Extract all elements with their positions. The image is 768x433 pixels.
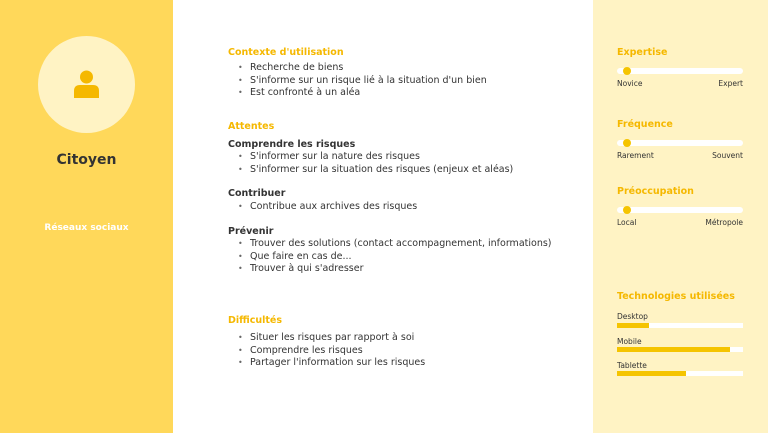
list-item: • Contribue aux archives des risques: [238, 201, 417, 214]
tech-label-desktop: Desktop: [617, 312, 648, 321]
expectation-group-title: Comprendre les risques: [228, 139, 356, 150]
context-list: [238, 62, 487, 100]
slider-knob: [623, 67, 631, 75]
tech-bar-desktop: [617, 323, 743, 328]
frequency-title: Fréquence: [617, 119, 673, 130]
persona-sidebar: [0, 0, 173, 433]
list-item: • S'informer sur la situation des risques (enjeux et aléas): [238, 164, 513, 177]
expertise-title: Expertise: [617, 47, 668, 58]
user-icon: [74, 70, 99, 98]
expectation-group-list: [238, 238, 552, 276]
tech-label-mobile: Mobile: [617, 337, 642, 346]
tech-fill: [617, 323, 649, 328]
list-item: • Trouver des solutions (contact accompagnement, informations): [238, 238, 552, 251]
list-item: • Trouver à qui s'adresser: [238, 263, 552, 276]
preoccupation-title: Préoccupation: [617, 186, 694, 197]
preoccupation-slider: [617, 207, 743, 213]
expectation-group-list: [238, 201, 417, 214]
tech-bar-tablet: [617, 371, 743, 376]
persona-details: [228, 0, 588, 433]
difficulties-list: [238, 332, 425, 370]
slider-knob: [623, 206, 631, 214]
tech-bar-mobile: [617, 347, 743, 352]
tech-fill: [617, 347, 730, 352]
expertise-max-label: Expert: [718, 79, 743, 88]
expectation-group-list: [238, 151, 513, 176]
slider-knob: [623, 139, 631, 147]
social-networks-label: Réseaux sociaux: [44, 223, 129, 233]
expectation-group-title: Contribuer: [228, 188, 286, 199]
expectation-group-title: Prévenir: [228, 226, 274, 237]
attributes-panel: [593, 0, 768, 433]
list-item: • Situer les risques par rapport à soi: [238, 332, 425, 345]
persona-name: Citoyen: [56, 152, 117, 168]
frequency-slider: [617, 140, 743, 146]
list-item: • Est confronté à un aléa: [238, 87, 487, 100]
expertise-min-label: Novice: [617, 79, 643, 88]
context-title: Contexte d'utilisation: [228, 47, 344, 58]
frequency-max-label: Souvent: [712, 151, 743, 160]
tech-fill: [617, 371, 686, 376]
list-item: • S'informer sur la nature des risques: [238, 151, 513, 164]
list-item: • Partager l'information sur les risques: [238, 357, 425, 370]
avatar: [38, 36, 135, 133]
list-item: • S'informe sur un risque lié à la situation d'un bien: [238, 75, 487, 88]
preoccupation-max-label: Métropole: [705, 218, 743, 227]
expertise-slider: [617, 68, 743, 74]
list-item: • Comprendre les risques: [238, 345, 425, 358]
expectations-title: Attentes: [228, 121, 275, 132]
list-item: • Recherche de biens: [238, 62, 487, 75]
tech-label-tablet: Tablette: [617, 361, 647, 370]
frequency-min-label: Rarement: [617, 151, 654, 160]
technologies-title: Technologies utilisées: [617, 291, 735, 302]
list-item: • Que faire en cas de...: [238, 251, 552, 264]
difficulties-title: Difficultés: [228, 315, 283, 326]
preoccupation-min-label: Local: [617, 218, 637, 227]
